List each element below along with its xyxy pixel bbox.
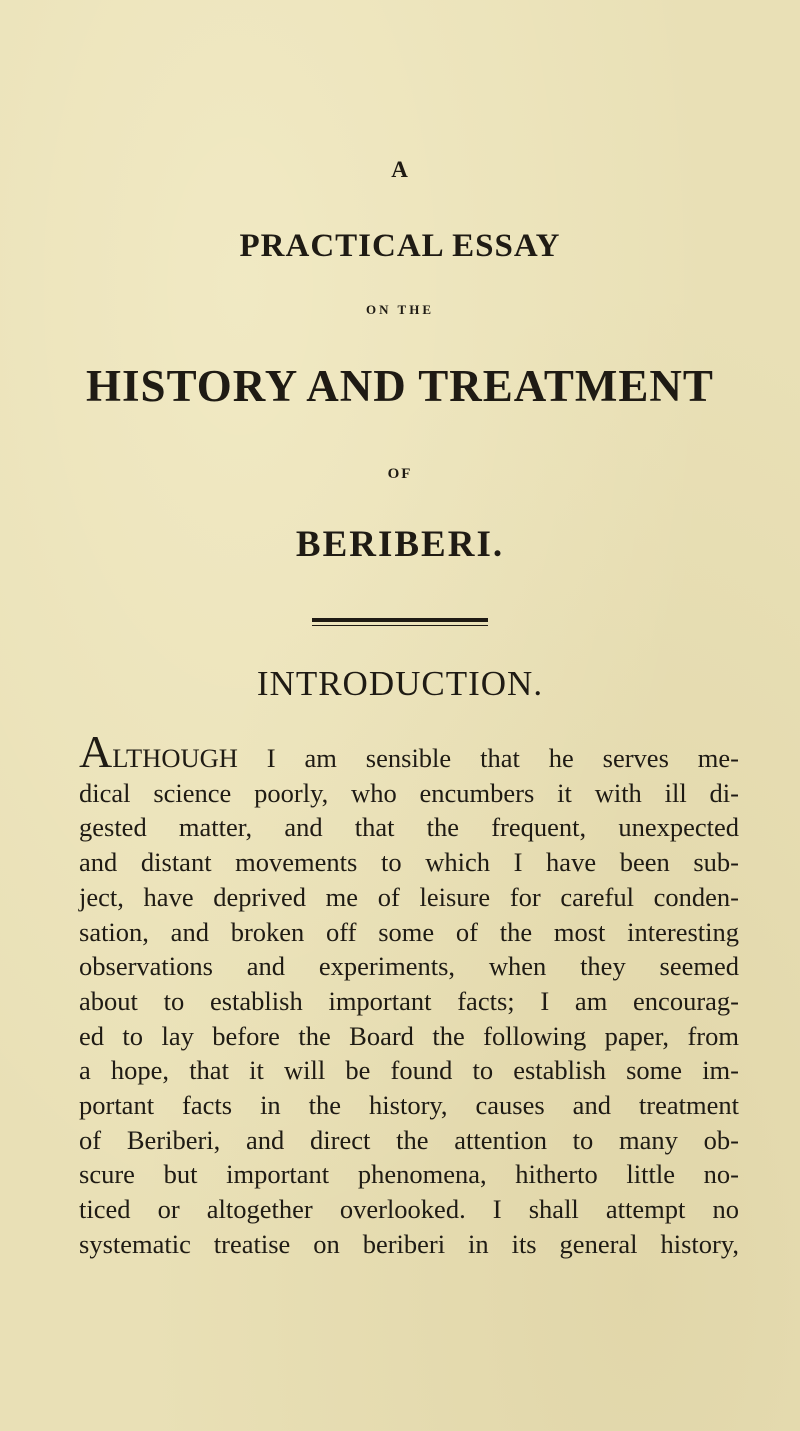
text-line: ticed or altogether overlooked. I shall attempt no <box>79 1194 739 1225</box>
title-subject: BERIBERI. <box>295 524 505 565</box>
text-line: ed to lay before the Board the following paper, from <box>79 1020 739 1051</box>
text-line: and distant movements to which I have been sub- <box>79 847 739 878</box>
decorative-rule-thick <box>312 618 488 622</box>
section-heading: INTRODUCTION. <box>256 664 544 703</box>
text-line: portant facts in the history, causes and treatment <box>79 1090 739 1121</box>
drop-cap: A <box>79 726 113 777</box>
text-line: observations and experiments, when they seemed <box>79 951 739 982</box>
text-line: systematic treatise on beriberi in its general history, <box>79 1228 739 1259</box>
first-word-rest: LTHOUGH <box>112 743 238 773</box>
text-line-content: I am sensible that he serves me- <box>237 743 739 773</box>
title-on-the: ON THE <box>366 302 434 317</box>
title-of: OF <box>387 466 413 482</box>
text-line: about to establish important facts; I am encourag- <box>79 985 739 1016</box>
title-article: A <box>391 157 409 182</box>
title-history-and-treatment: HISTORY AND TREATMENT <box>86 361 714 411</box>
text-line: of Beriberi, and direct the attention to many ob- <box>79 1124 739 1155</box>
text-line: dical science poorly, who encumbers it with ill di- <box>79 777 739 808</box>
text-line: sation, and broken off some of the most interesting <box>79 916 739 947</box>
text-line: gested matter, and that the frequent, unexpected <box>79 812 739 843</box>
text-line: scure but important phenomena, hitherto little no- <box>79 1159 739 1190</box>
text-line: a hope, that it will be found to establish some im- <box>79 1055 739 1086</box>
decorative-rule-thin <box>312 625 488 626</box>
title-essay: PRACTICAL ESSAY <box>239 228 561 264</box>
text-line <box>79 726 739 777</box>
text-line: ject, have deprived me of leisure for careful conden- <box>79 881 739 912</box>
body-paragraph <box>79 726 739 1262</box>
